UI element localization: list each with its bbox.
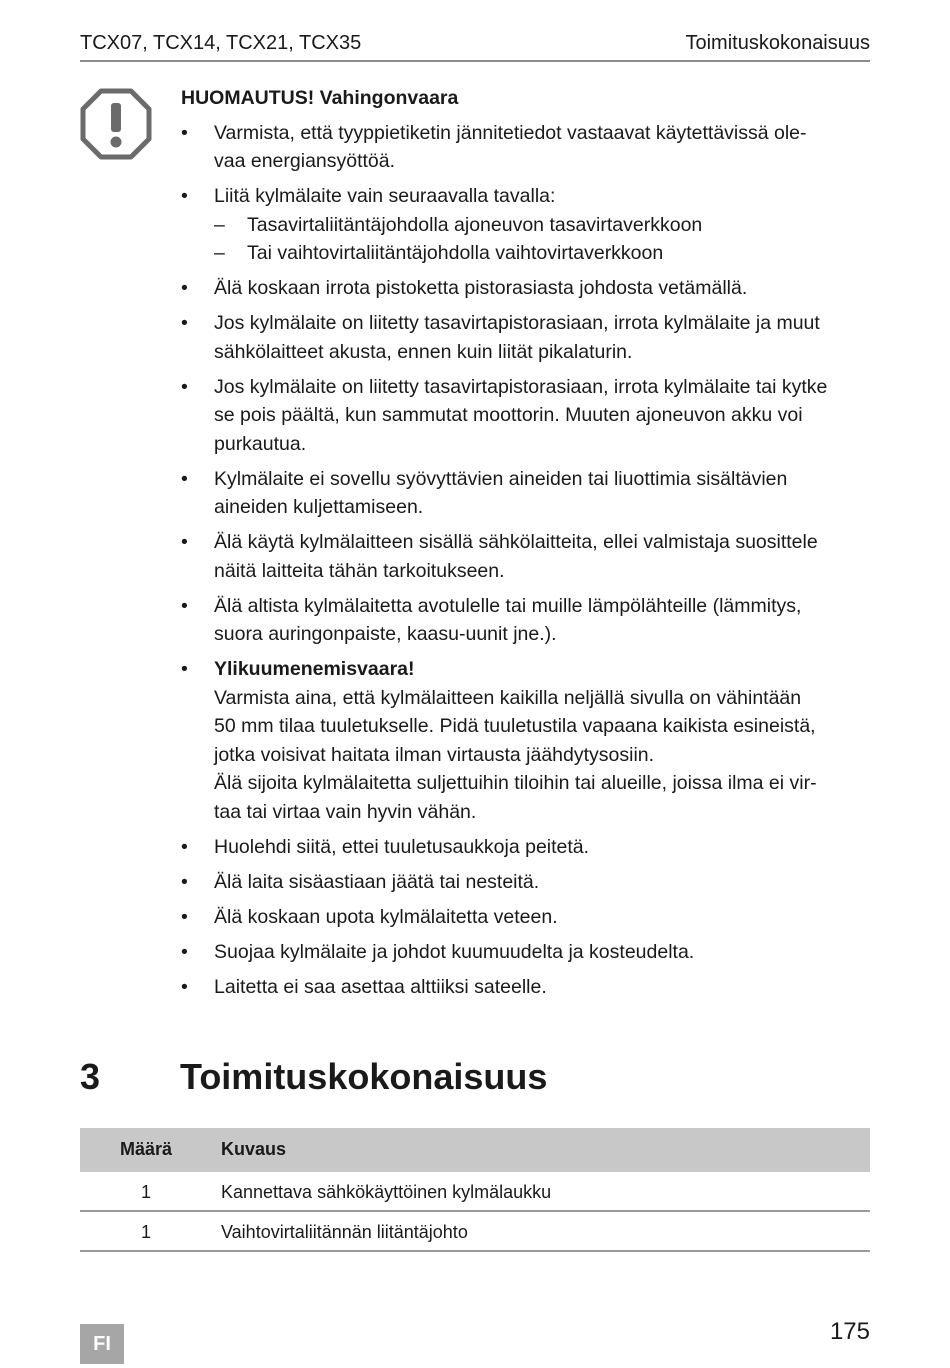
notice-item — [181, 373, 871, 459]
notice-item — [181, 465, 871, 522]
notice-item-text: • Älä altista kylmälaitetta avotulelle tai muille lämpölähteille (lämmitys, suora auringonpaiste, kaasu-uunit jne.). — [214, 594, 802, 645]
notice-list — [181, 119, 871, 1002]
notice-subitem: – Tai vaihtovirtaliitäntäjohdolla vaihtovirtaverkkoon — [214, 239, 871, 268]
notice-item — [181, 868, 871, 897]
notice-item — [181, 119, 871, 176]
contents-table — [80, 1128, 870, 1252]
notice-item — [181, 274, 871, 303]
chapter-number: 3 — [80, 1056, 101, 1097]
notice-item-text: • Varmista, että tyyppietiketin jännitetiedot vastaavat käytettävissä ole- vaa energiansyöttöä. — [214, 121, 807, 172]
row-description: Kannettava sähkökäyttöinen kylmälaukku — [221, 1182, 552, 1202]
notice-item — [181, 655, 871, 826]
notice-item-text: • Liitä kylmälaite vain seuraavalla tavalla: — [214, 185, 556, 207]
notice-item-text: • Laitetta ei saa asettaa alttiiksi sateelle. — [214, 975, 547, 998]
page-number: 175 — [829, 1318, 870, 1345]
table-row — [80, 1172, 870, 1212]
notice-item — [181, 309, 871, 366]
notice-item — [181, 833, 871, 862]
notice-item-text: • Kylmälaite ei sovellu syövyttävien aineiden tai liuottimia sisältävien aineiden kuljettamiseen. — [214, 467, 788, 518]
notice-item-text: • Jos kylmälaite on liitetty tasavirtapistorasiaan, irrota kylmälaite ja muut sähkölaitteet akusta, ennen kuin liität pikalaturin. — [214, 312, 820, 363]
notice-item-text: • Älä koskaan upota kylmälaitetta veteen. — [214, 905, 558, 928]
notice-item-text: • Huolehdi siitä, ettei tuuletusaukkoja peitetä. — [214, 835, 590, 858]
notice-item — [181, 903, 871, 932]
notice-item — [181, 528, 871, 585]
row-description: Vaihtovirtaliitännän liitäntäjohto — [221, 1222, 468, 1242]
notice-item-text: • Älä käytä kylmälaitteen sisällä sähkölaitteita, ellei valmistaja suosittele näitä laitteita tähän tarkoitukseen. — [214, 531, 818, 582]
notice-title: HUOMAUTUS! Vahingonvaara — [181, 87, 459, 109]
language-tab: FI — [80, 1324, 124, 1364]
header-model-list: TCX07, TCX14, TCX21, TCX35 — [80, 32, 362, 54]
notice-item — [181, 182, 871, 268]
notice-item — [181, 938, 871, 967]
notice-item — [181, 592, 871, 649]
table-row — [80, 1212, 870, 1252]
notice-item-text: • Älä laita sisäastiaan jäätä tai nesteitä. — [214, 870, 540, 893]
notice-item-text: Varmista aina, että kylmälaitteen kaikilla neljällä sivulla on vähintään 50 mm tilaa tuuletukselle. Pidä tuuletustila vapaana kaikista esineistä, jotka voisivat haitata ilman virtausta jäähdytysosiin. Älä sijoita kylmälaitetta suljettuihin tiloihin tai alueille, joissa ilma ei vir- taa tai virtaa vain hyvin vähän. — [214, 686, 817, 823]
notice-item-title: • Ylikuumenemisvaara! — [214, 658, 415, 680]
chapter-heading — [80, 1056, 870, 1106]
notice-item-text: • Jos kylmälaite on liitetty tasavirtapistorasiaan, irrota kylmälaite tai kytke se pois päältä, kun sammutat moottorin. Muuten ajoneuvon akku voi purkautua. — [214, 375, 828, 455]
row-quantity: 1 — [140, 1222, 151, 1242]
page-header — [80, 30, 870, 62]
header-section-title: Toimituskokonaisuus — [685, 32, 870, 54]
row-quantity: 1 — [140, 1182, 151, 1202]
header-quantity: Määrä — [119, 1139, 173, 1159]
header-description: Kuvaus — [221, 1139, 287, 1159]
table-header-row — [80, 1128, 870, 1172]
notice-subitem: – Tasavirtaliitäntäjohdolla ajoneuvon tasavirtaverkkoon — [214, 211, 871, 240]
notice-item-text: • Suojaa kylmälaite ja johdot kuumuudelta ja kosteudelta. — [214, 940, 695, 963]
notice-sublist — [214, 211, 871, 268]
chapter-title: Toimituskokonaisuus — [180, 1056, 548, 1097]
notice-item — [181, 973, 871, 1002]
damage-notice — [181, 84, 871, 1008]
warning-exclamation-icon — [80, 88, 152, 160]
notice-item-text: • Älä koskaan irrota pistoketta pistorasiasta johdosta vetämällä. — [214, 277, 748, 299]
